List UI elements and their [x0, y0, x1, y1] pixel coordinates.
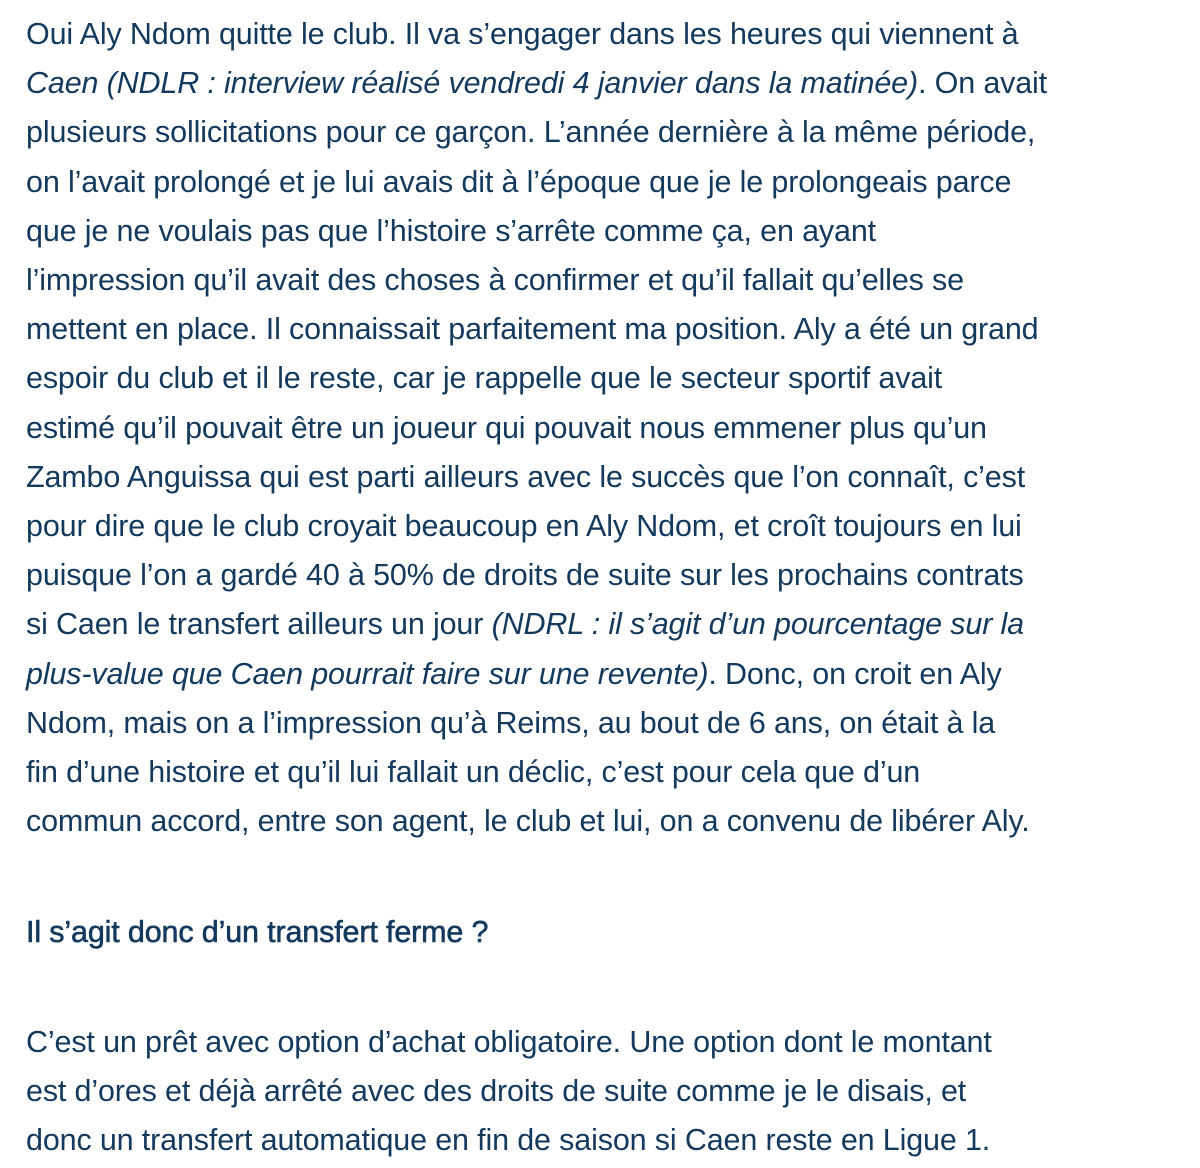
text-run: . On avait	[917, 66, 1048, 101]
text-line	[26, 1116, 992, 1165]
text-run: C’est un prêt avec option d’achat obligatoire. Une option dont le montant	[26, 1025, 992, 1059]
text-line	[26, 108, 1186, 157]
text-line	[26, 305, 1186, 354]
text-line	[26, 10, 1186, 59]
text-line	[26, 354, 1186, 403]
text-run: donc un transfert automatique en fin de saison si Caen reste en Ligue 1.	[26, 1123, 991, 1158]
text-run: commun accord, entre son agent, le club et lui, on a convenu de libérer Aly.	[26, 804, 1030, 839]
text-line	[26, 797, 1186, 846]
text-line	[26, 1067, 992, 1116]
text-run-italic: (NDRL : il s’agit d’un pourcentage sur la	[491, 607, 1024, 642]
text-run: Zambo Anguissa qui est parti ailleurs avec le succès que l’on connaît, c’est	[26, 459, 1026, 494]
text-run: espoir du club et il le reste, car je rappelle que le secteur sportif avait	[26, 361, 943, 396]
text-run: Oui Aly Ndom quitte le club. Il va s’engager dans les heures qui viennent à	[26, 17, 1019, 51]
text-line	[26, 207, 1186, 256]
text-run: est d’ores et déjà arrêté avec des droits de suite comme je le disais, et	[26, 1074, 967, 1109]
article-body	[26, 10, 1186, 1158]
text-line	[26, 650, 1186, 699]
text-run: que je ne voulais pas que l’histoire s’arrête comme ça, en ayant	[26, 213, 876, 248]
text-run-italic: Caen (NDLR : interview réalisé vendredi 4 janvier dans la matinée)	[26, 66, 918, 101]
answer-paragraph-1	[26, 10, 1186, 846]
text-line	[26, 699, 1186, 748]
text-line	[26, 1018, 992, 1067]
text-run: estimé qu’il pouvait être un joueur qui pouvait nous emmener plus qu’un	[26, 410, 987, 445]
text-run: l’impression qu’il avait des choses à confirmer et qu’il fallait qu’elles se	[26, 263, 964, 298]
text-run: fin d’une histoire et qu’il lui fallait un déclic, c’est pour cela que d’un	[26, 755, 921, 790]
text-run: Ndom, mais on a l’impression qu’à Reims, au bout de 6 ans, on était à la	[26, 705, 996, 740]
text-line	[26, 600, 1186, 649]
text-run-italic: plus-value que Caen pourrait faire sur une revente)	[26, 656, 709, 691]
text-run: . Donc, on croit en Aly	[708, 656, 1002, 691]
text-line	[26, 256, 1186, 305]
text-run: plusieurs sollicitations pour ce garçon. L’année dernière à la même période,	[26, 115, 1036, 150]
text-line	[26, 453, 1186, 502]
text-run: pour dire que le club croyait beaucoup en Aly Ndom, et croît toujours en lui	[26, 509, 1022, 544]
answer-paragraph-2	[26, 1018, 992, 1166]
text-line	[26, 748, 1186, 797]
text-line	[26, 404, 1186, 453]
text-run: puisque l’on a gardé 40 à 50% de droits de suite sur les prochains contrats	[26, 558, 1024, 593]
text-line	[26, 158, 1186, 207]
text-run: si Caen le transfert ailleurs un jour	[26, 607, 492, 642]
text-line	[26, 59, 1186, 108]
text-line	[26, 502, 1186, 551]
text-run: on l’avait prolongé et je lui avais dit à l’époque que je le prolongeais parce	[26, 164, 1012, 199]
text-run: mettent en place. Il connaissait parfaitement ma position. Aly a été un grand	[26, 312, 1039, 347]
interview-question: Il s’agit donc d’un transfert ferme ?	[26, 915, 489, 949]
text-line	[26, 551, 1186, 600]
